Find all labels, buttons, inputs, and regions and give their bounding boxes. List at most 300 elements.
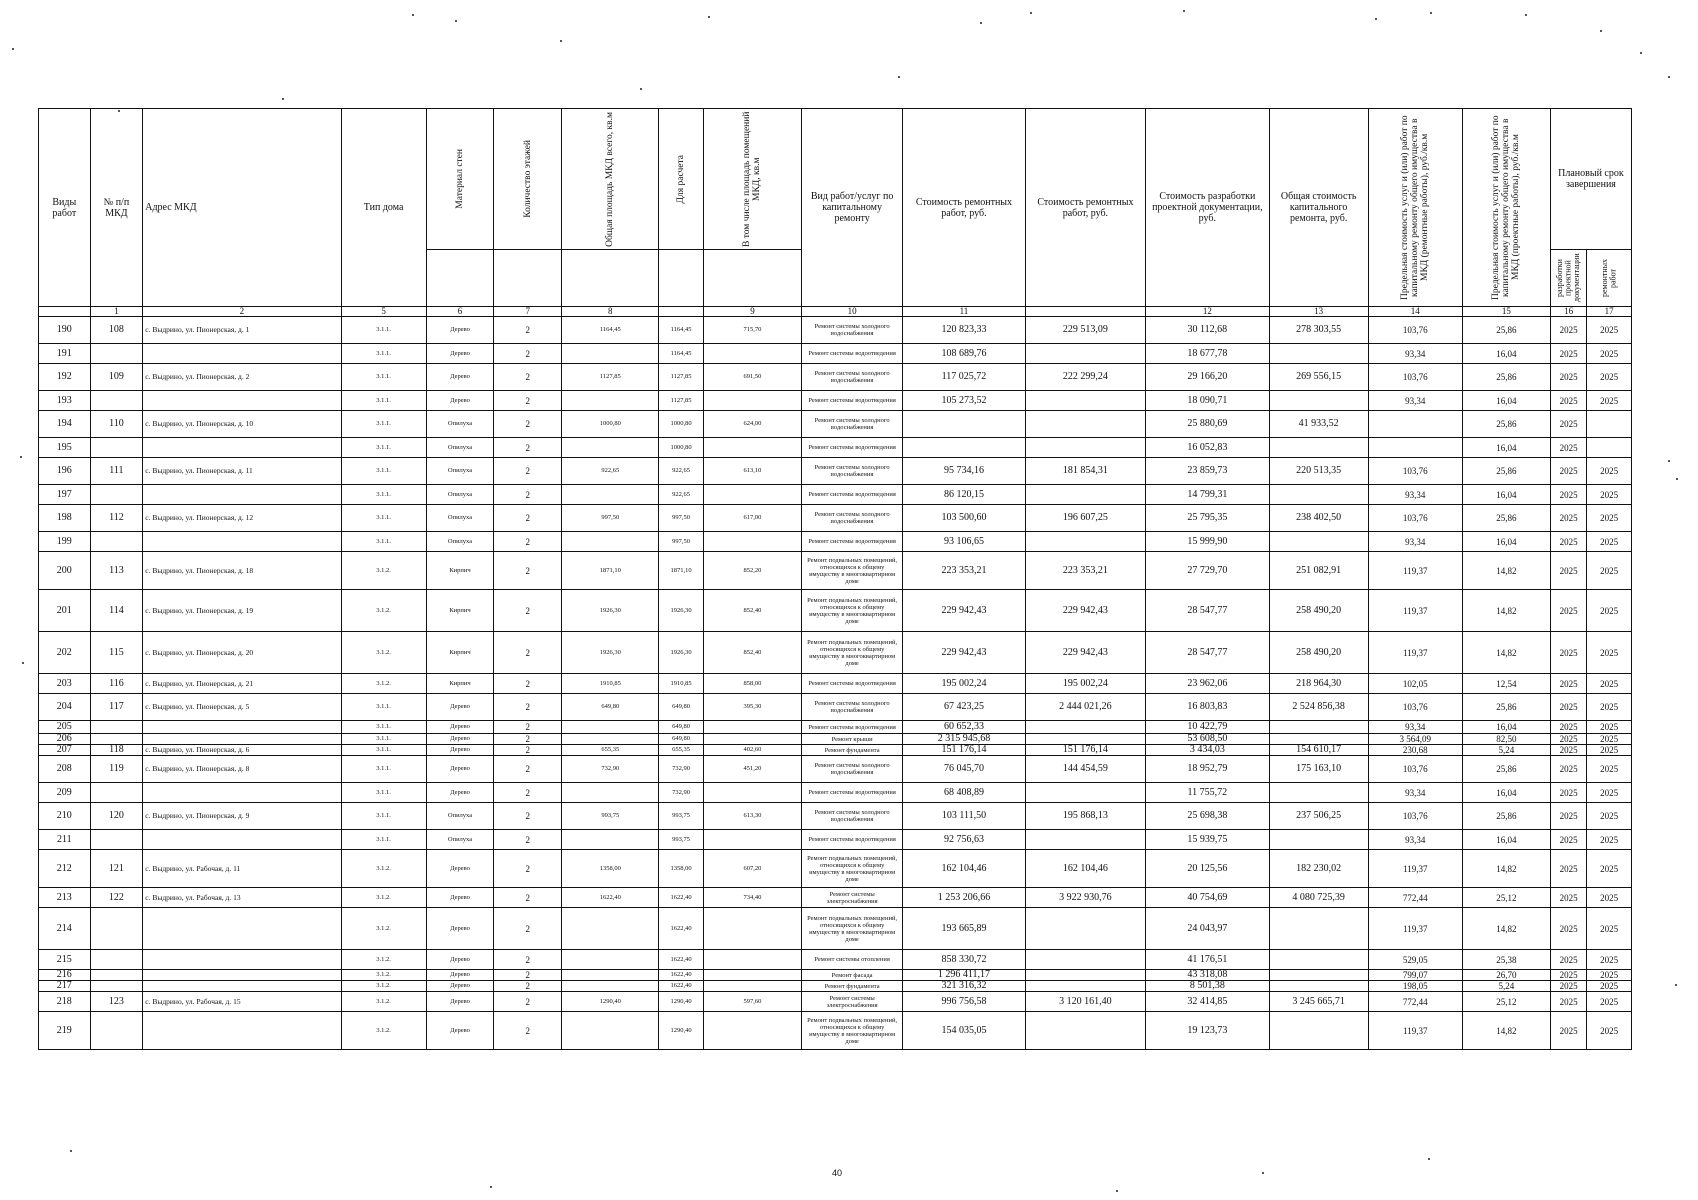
col-header-limit-design: Предельная стоимость услуг и (или) работ по капитальному ремонту общего имущества в МКД (проектные работы), руб./кв.м xyxy=(1462,109,1550,307)
deadline-repair-cell xyxy=(1587,411,1632,438)
deadline-design-cell: 2025 xyxy=(1550,734,1586,745)
work-kind-cell: Ремонт системы водоотведения xyxy=(802,344,903,364)
floors-cell: 2 xyxy=(494,632,562,674)
header-blank xyxy=(703,250,801,307)
column-number-cell: 11 xyxy=(903,307,1025,317)
repair-cost-cell: 108 689,76 xyxy=(903,344,1025,364)
total-cost-cell xyxy=(1269,908,1368,950)
house-number-cell xyxy=(90,908,143,950)
limit-repair-cell: 119,37 xyxy=(1368,908,1462,950)
work-type-number-cell: 214 xyxy=(39,908,91,950)
deadline-design-cell: 2025 xyxy=(1550,438,1586,458)
table-row xyxy=(39,850,1632,888)
address-cell: с. Выдрино, ул. Пионерская, д. 9 xyxy=(143,803,341,830)
total-area-cell: 997,50 xyxy=(562,505,659,532)
column-number-cell: 15 xyxy=(1462,307,1550,317)
floors-cell: 2 xyxy=(494,783,562,803)
premises-area-cell xyxy=(703,970,801,981)
col-header-type: Тип дома xyxy=(341,109,426,307)
limit-design-cell: 16,04 xyxy=(1462,830,1550,850)
work-kind-cell: Ремонт системы холодного водоснабжения xyxy=(802,411,903,438)
floors-cell: 2 xyxy=(494,745,562,756)
table-row xyxy=(39,590,1632,632)
work-type-number-cell: 209 xyxy=(39,783,91,803)
limit-repair-cell: 93,34 xyxy=(1368,344,1462,364)
scan-speck xyxy=(1430,12,1432,14)
deadline-design-cell: 2025 xyxy=(1550,458,1586,485)
wall-material-cell: Дерево xyxy=(426,908,494,950)
address-cell: с. Выдрино, ул. Пионерская, д. 19 xyxy=(143,590,341,632)
premises-area-cell: 691,50 xyxy=(703,364,801,391)
total-cost-cell: 3 245 665,71 xyxy=(1269,992,1368,1012)
repair-cost-cell: 120 823,33 xyxy=(903,317,1025,344)
floors-cell: 2 xyxy=(494,981,562,992)
limit-design-cell: 5,24 xyxy=(1462,981,1550,992)
col-header-deadline-repair: ремонтных работ xyxy=(1587,250,1632,307)
work-kind-cell: Ремонт системы холодного водоснабжения xyxy=(802,694,903,721)
total-area-cell xyxy=(562,721,659,734)
floors-cell: 2 xyxy=(494,830,562,850)
limit-design-cell: 16,04 xyxy=(1462,783,1550,803)
total-area-cell xyxy=(562,344,659,364)
deadline-design-cell: 2025 xyxy=(1550,950,1586,970)
deadline-repair-cell: 2025 xyxy=(1587,1012,1632,1050)
table-row xyxy=(39,317,1632,344)
work-kind-cell: Ремонт системы холодного водоснабжения xyxy=(802,317,903,344)
deadline-design-cell: 2025 xyxy=(1550,632,1586,674)
repair-cost-cell: 95 734,16 xyxy=(903,458,1025,485)
address-cell: с. Выдрино, ул. Пионерская, д. 5 xyxy=(143,694,341,721)
repair-cost-cell: 2 315 945,68 xyxy=(903,734,1025,745)
table-row xyxy=(39,981,1632,992)
limit-design-cell: 14,82 xyxy=(1462,850,1550,888)
deadline-design-cell: 2025 xyxy=(1550,344,1586,364)
table-row xyxy=(39,734,1632,745)
work-type-number-cell: 194 xyxy=(39,411,91,438)
col-header-premises-area: В том числе площадь помещений МКД, кв.м xyxy=(703,109,801,250)
address-cell: с. Выдрино, ул. Пионерская, д. 6 xyxy=(143,745,341,756)
calc-area-cell: 1622,40 xyxy=(659,970,704,981)
design-cost-cell: 10 422,79 xyxy=(1146,721,1269,734)
house-number-cell: 115 xyxy=(90,632,143,674)
repair-cost-total-cell xyxy=(1025,970,1145,981)
premises-area-cell: 395,30 xyxy=(703,694,801,721)
floors-cell: 2 xyxy=(494,552,562,590)
address-cell xyxy=(143,908,341,950)
house-number-cell xyxy=(90,734,143,745)
deadline-repair-cell: 2025 xyxy=(1587,734,1632,745)
address-cell xyxy=(143,438,341,458)
premises-area-cell xyxy=(703,721,801,734)
house-type-cell: 3.1.2. xyxy=(341,850,426,888)
design-cost-cell: 28 547,77 xyxy=(1146,632,1269,674)
deadline-design-cell: 2025 xyxy=(1550,1012,1586,1050)
limit-repair-cell: 93,34 xyxy=(1368,721,1462,734)
calc-area-cell: 655,35 xyxy=(659,745,704,756)
deadline-repair-cell: 2025 xyxy=(1587,721,1632,734)
scan-speck xyxy=(20,456,22,458)
header-row xyxy=(39,109,1632,250)
total-area-cell: 649,80 xyxy=(562,694,659,721)
premises-area-cell xyxy=(703,981,801,992)
wall-material-cell: Дерево xyxy=(426,721,494,734)
header-blank xyxy=(494,250,562,307)
total-cost-cell: 41 933,52 xyxy=(1269,411,1368,438)
total-area-cell xyxy=(562,391,659,411)
limit-design-cell: 14,82 xyxy=(1462,590,1550,632)
table-row xyxy=(39,694,1632,721)
deadline-repair-cell: 2025 xyxy=(1587,803,1632,830)
column-number-cell: 14 xyxy=(1368,307,1462,317)
floors-cell: 2 xyxy=(494,485,562,505)
work-type-number-cell: 207 xyxy=(39,745,91,756)
page-number: 40 xyxy=(832,1168,843,1178)
repair-cost-total-cell: 222 299,24 xyxy=(1025,364,1145,391)
col-header-material: Материал стен xyxy=(426,109,494,250)
limit-repair-cell: 93,34 xyxy=(1368,830,1462,850)
floors-cell: 2 xyxy=(494,458,562,485)
design-cost-cell: 23 859,73 xyxy=(1146,458,1269,485)
limit-design-cell: 25,86 xyxy=(1462,694,1550,721)
floors-cell: 2 xyxy=(494,950,562,970)
calc-area-cell: 1622,40 xyxy=(659,888,704,908)
table-row xyxy=(39,1012,1632,1050)
house-number-cell: 113 xyxy=(90,552,143,590)
work-type-number-cell: 191 xyxy=(39,344,91,364)
design-cost-cell: 3 434,03 xyxy=(1146,745,1269,756)
scan-speck xyxy=(1640,52,1642,54)
address-cell: с. Выдрино, ул. Пионерская, д. 11 xyxy=(143,458,341,485)
premises-area-cell: 607,20 xyxy=(703,850,801,888)
calc-area-cell: 1622,40 xyxy=(659,950,704,970)
total-cost-cell xyxy=(1269,783,1368,803)
wall-material-cell: Дерево xyxy=(426,888,494,908)
wall-material-cell: Опилуха xyxy=(426,485,494,505)
premises-area-cell xyxy=(703,532,801,552)
calc-area-cell: 732,90 xyxy=(659,756,704,783)
total-area-cell: 922,65 xyxy=(562,458,659,485)
work-type-number-cell: 198 xyxy=(39,505,91,532)
deadline-repair-cell: 2025 xyxy=(1587,317,1632,344)
column-number-cell: 10 xyxy=(802,307,903,317)
calc-area-cell: 1164,45 xyxy=(659,344,704,364)
col-header-deadline: Плановый срок завершения xyxy=(1550,109,1631,250)
house-type-cell: 3.1.1. xyxy=(341,830,426,850)
floors-cell: 2 xyxy=(494,721,562,734)
deadline-repair-cell: 2025 xyxy=(1587,756,1632,783)
total-cost-cell xyxy=(1269,830,1368,850)
total-area-cell: 1358,00 xyxy=(562,850,659,888)
repair-cost-total-cell: 196 607,25 xyxy=(1025,505,1145,532)
deadline-design-cell: 2025 xyxy=(1550,391,1586,411)
calc-area-cell: 1871,10 xyxy=(659,552,704,590)
repair-cost-cell: 93 106,65 xyxy=(903,532,1025,552)
address-cell xyxy=(143,391,341,411)
limit-design-cell: 25,86 xyxy=(1462,803,1550,830)
limit-design-cell: 14,82 xyxy=(1462,552,1550,590)
house-number-cell: 119 xyxy=(90,756,143,783)
work-type-number-cell: 201 xyxy=(39,590,91,632)
repair-cost-total-cell xyxy=(1025,485,1145,505)
total-cost-cell xyxy=(1269,721,1368,734)
house-number-cell: 122 xyxy=(90,888,143,908)
repair-cost-total-cell xyxy=(1025,950,1145,970)
col-header-nn: № п/п МКД xyxy=(90,109,143,307)
premises-area-cell: 852,40 xyxy=(703,632,801,674)
calc-area-cell: 1358,00 xyxy=(659,850,704,888)
deadline-design-cell: 2025 xyxy=(1550,981,1586,992)
design-cost-cell: 43 318,08 xyxy=(1146,970,1269,981)
calc-area-cell: 649,80 xyxy=(659,721,704,734)
deadline-design-cell: 2025 xyxy=(1550,803,1586,830)
design-cost-cell: 23 962,06 xyxy=(1146,674,1269,694)
work-kind-cell: Ремонт подвальных помещений, относящихся к общему имуществу в многоквартирном доме xyxy=(802,850,903,888)
house-number-cell: 123 xyxy=(90,992,143,1012)
premises-area-cell: 852,20 xyxy=(703,552,801,590)
work-type-number-cell: 196 xyxy=(39,458,91,485)
house-number-cell xyxy=(90,981,143,992)
work-kind-cell: Ремонт подвальных помещений, относящихся к общему имуществу в многоквартирном доме xyxy=(802,590,903,632)
col-header-work-kind: Вид работ/услуг по капитальному ремонту xyxy=(802,109,903,307)
total-cost-cell: 258 490,20 xyxy=(1269,590,1368,632)
work-type-number-cell: 202 xyxy=(39,632,91,674)
work-type-number-cell: 213 xyxy=(39,888,91,908)
calc-area-cell: 922,65 xyxy=(659,485,704,505)
work-kind-cell: Ремонт системы электроснабжения xyxy=(802,888,903,908)
calc-area-cell: 1910,85 xyxy=(659,674,704,694)
premises-area-cell: 613,30 xyxy=(703,803,801,830)
limit-repair-cell xyxy=(1368,438,1462,458)
floors-cell: 2 xyxy=(494,734,562,745)
repair-cost-total-cell xyxy=(1025,411,1145,438)
repair-cost-total-cell xyxy=(1025,721,1145,734)
deadline-repair-cell: 2025 xyxy=(1587,344,1632,364)
floors-cell: 2 xyxy=(494,391,562,411)
total-cost-cell xyxy=(1269,485,1368,505)
work-kind-cell: Ремонт системы отопления xyxy=(802,950,903,970)
work-kind-cell: Ремонт подвальных помещений, относящихся к общему имуществу в многоквартирном доме xyxy=(802,552,903,590)
column-number-cell: 9 xyxy=(703,307,801,317)
house-type-cell: 3.1.2. xyxy=(341,1012,426,1050)
premises-area-cell: 624,00 xyxy=(703,411,801,438)
column-number-cell: 16 xyxy=(1550,307,1586,317)
scan-speck xyxy=(560,40,562,42)
premises-area-cell xyxy=(703,950,801,970)
scan-speck xyxy=(640,88,642,90)
col-header-total-area: Общая площадь МКД всего, кв.м xyxy=(562,109,659,250)
limit-repair-cell: 3 564,09 xyxy=(1368,734,1462,745)
work-kind-cell: Ремонт системы водоотведения xyxy=(802,830,903,850)
repair-cost-total-cell xyxy=(1025,908,1145,950)
design-cost-cell: 11 755,72 xyxy=(1146,783,1269,803)
repair-cost-total-cell: 223 353,21 xyxy=(1025,552,1145,590)
house-type-cell: 3.1.1. xyxy=(341,721,426,734)
premises-area-cell: 402,60 xyxy=(703,745,801,756)
table-row xyxy=(39,783,1632,803)
total-area-cell xyxy=(562,970,659,981)
limit-repair-cell: 119,37 xyxy=(1368,850,1462,888)
floors-cell: 2 xyxy=(494,992,562,1012)
address-cell xyxy=(143,532,341,552)
limit-repair-cell xyxy=(1368,411,1462,438)
house-number-cell xyxy=(90,438,143,458)
column-number-cell xyxy=(1025,307,1145,317)
calc-area-cell: 649,80 xyxy=(659,694,704,721)
limit-design-cell: 25,86 xyxy=(1462,756,1550,783)
repair-cost-cell: 67 423,25 xyxy=(903,694,1025,721)
total-area-cell: 1000,80 xyxy=(562,411,659,438)
scan-speck xyxy=(282,98,284,100)
address-cell xyxy=(143,734,341,745)
design-cost-cell: 29 166,20 xyxy=(1146,364,1269,391)
design-cost-cell: 41 176,51 xyxy=(1146,950,1269,970)
table-row xyxy=(39,505,1632,532)
premises-area-cell xyxy=(703,734,801,745)
wall-material-cell: Дерево xyxy=(426,364,494,391)
scan-speck xyxy=(1116,1190,1118,1192)
total-cost-cell xyxy=(1269,438,1368,458)
house-number-cell: 114 xyxy=(90,590,143,632)
repair-cost-cell: 858 330,72 xyxy=(903,950,1025,970)
work-kind-cell: Ремонт системы холодного водоснабжения xyxy=(802,364,903,391)
work-kind-cell: Ремонт системы водоотведения xyxy=(802,674,903,694)
work-type-number-cell: 219 xyxy=(39,1012,91,1050)
limit-repair-cell: 93,34 xyxy=(1368,485,1462,505)
deadline-design-cell: 2025 xyxy=(1550,532,1586,552)
house-type-cell: 3.1.1. xyxy=(341,783,426,803)
address-cell xyxy=(143,981,341,992)
scan-speck xyxy=(1428,1158,1430,1160)
col-header-deadline-design: разработки проектной документации xyxy=(1550,250,1586,307)
repair-cost-cell: 86 120,15 xyxy=(903,485,1025,505)
repair-cost-cell: 117 025,72 xyxy=(903,364,1025,391)
house-type-cell: 3.1.2. xyxy=(341,970,426,981)
premises-area-cell xyxy=(703,438,801,458)
address-cell: с. Выдрино, ул. Рабочая, д. 15 xyxy=(143,992,341,1012)
repair-cost-cell: 105 273,52 xyxy=(903,391,1025,411)
deadline-design-cell: 2025 xyxy=(1550,888,1586,908)
table-row xyxy=(39,485,1632,505)
deadline-repair-cell: 2025 xyxy=(1587,830,1632,850)
total-cost-cell: 258 490,20 xyxy=(1269,632,1368,674)
repair-cost-cell: 60 652,33 xyxy=(903,721,1025,734)
table-row xyxy=(39,411,1632,438)
floors-cell: 2 xyxy=(494,756,562,783)
floors-cell: 2 xyxy=(494,317,562,344)
premises-area-cell: 858,00 xyxy=(703,674,801,694)
col-header-cost-repair: Стоимость ремонтных работ, руб. xyxy=(903,109,1025,307)
header-blank xyxy=(426,250,494,307)
floors-cell: 2 xyxy=(494,694,562,721)
house-number-cell: 117 xyxy=(90,694,143,721)
design-cost-cell: 16 803,83 xyxy=(1146,694,1269,721)
scan-speck xyxy=(455,20,457,22)
repair-cost-total-cell: 2 444 021,26 xyxy=(1025,694,1145,721)
deadline-repair-cell: 2025 xyxy=(1587,505,1632,532)
floors-cell: 2 xyxy=(494,344,562,364)
repair-cost-total-cell: 3 120 161,40 xyxy=(1025,992,1145,1012)
calc-area-cell: 1290,40 xyxy=(659,992,704,1012)
table-row xyxy=(39,364,1632,391)
work-type-number-cell: 210 xyxy=(39,803,91,830)
table-row xyxy=(39,344,1632,364)
limit-repair-cell: 772,44 xyxy=(1368,992,1462,1012)
scan-speck xyxy=(1668,460,1670,462)
table-row xyxy=(39,992,1632,1012)
calc-area-cell: 649,80 xyxy=(659,734,704,745)
work-type-number-cell: 204 xyxy=(39,694,91,721)
total-area-cell xyxy=(562,438,659,458)
total-area-cell xyxy=(562,734,659,745)
address-cell: с. Выдрино, ул. Пионерская, д. 2 xyxy=(143,364,341,391)
floors-cell: 2 xyxy=(494,532,562,552)
wall-material-cell: Дерево xyxy=(426,1012,494,1050)
table-row xyxy=(39,803,1632,830)
house-type-cell: 3.1.1. xyxy=(341,391,426,411)
deadline-design-cell: 2025 xyxy=(1550,745,1586,756)
house-type-cell: 3.1.2. xyxy=(341,950,426,970)
house-type-cell: 3.1.2. xyxy=(341,908,426,950)
deadline-repair-cell: 2025 xyxy=(1587,950,1632,970)
address-cell xyxy=(143,783,341,803)
house-number-cell xyxy=(90,783,143,803)
col-header-vid: Виды работ xyxy=(39,109,91,307)
total-area-cell: 655,35 xyxy=(562,745,659,756)
deadline-repair-cell: 2025 xyxy=(1587,992,1632,1012)
wall-material-cell: Опилуха xyxy=(426,411,494,438)
repair-cost-total-cell: 229 513,09 xyxy=(1025,317,1145,344)
total-cost-cell: 4 080 725,39 xyxy=(1269,888,1368,908)
repair-cost-total-cell xyxy=(1025,734,1145,745)
address-cell: с. Выдрино, ул. Рабочая, д. 11 xyxy=(143,850,341,888)
work-type-number-cell: 193 xyxy=(39,391,91,411)
total-area-cell xyxy=(562,485,659,505)
design-cost-cell: 53 608,50 xyxy=(1146,734,1269,745)
work-kind-cell: Ремонт системы холодного водоснабжения xyxy=(802,756,903,783)
deadline-repair-cell: 2025 xyxy=(1587,850,1632,888)
total-area-cell: 993,75 xyxy=(562,803,659,830)
deadline-repair-cell: 2025 xyxy=(1587,632,1632,674)
deadline-repair-cell: 2025 xyxy=(1587,391,1632,411)
house-number-cell: 111 xyxy=(90,458,143,485)
deadline-repair-cell: 2025 xyxy=(1587,364,1632,391)
table-row xyxy=(39,458,1632,485)
total-cost-cell: 182 230,02 xyxy=(1269,850,1368,888)
address-cell xyxy=(143,970,341,981)
deadline-design-cell: 2025 xyxy=(1550,783,1586,803)
limit-repair-cell: 93,34 xyxy=(1368,783,1462,803)
total-area-cell xyxy=(562,950,659,970)
limit-design-cell: 25,86 xyxy=(1462,411,1550,438)
house-number-cell: 120 xyxy=(90,803,143,830)
header-blank xyxy=(659,250,704,307)
limit-repair-cell: 119,37 xyxy=(1368,590,1462,632)
wall-material-cell: Дерево xyxy=(426,317,494,344)
house-number-cell xyxy=(90,532,143,552)
limit-repair-cell: 93,34 xyxy=(1368,391,1462,411)
deadline-design-cell: 2025 xyxy=(1550,552,1586,590)
premises-area-cell: 852,40 xyxy=(703,590,801,632)
column-number-cell: 6 xyxy=(426,307,494,317)
col-header-cost-design: Стоимость разработки проектной документации, руб. xyxy=(1146,109,1269,307)
wall-material-cell: Кирпич xyxy=(426,590,494,632)
premises-area-cell: 451,20 xyxy=(703,756,801,783)
work-type-number-cell: 200 xyxy=(39,552,91,590)
wall-material-cell: Дерево xyxy=(426,344,494,364)
repair-cost-total-cell: 229 942,43 xyxy=(1025,632,1145,674)
house-type-cell: 3.1.2. xyxy=(341,992,426,1012)
repair-cost-cell: 1 253 206,66 xyxy=(903,888,1025,908)
